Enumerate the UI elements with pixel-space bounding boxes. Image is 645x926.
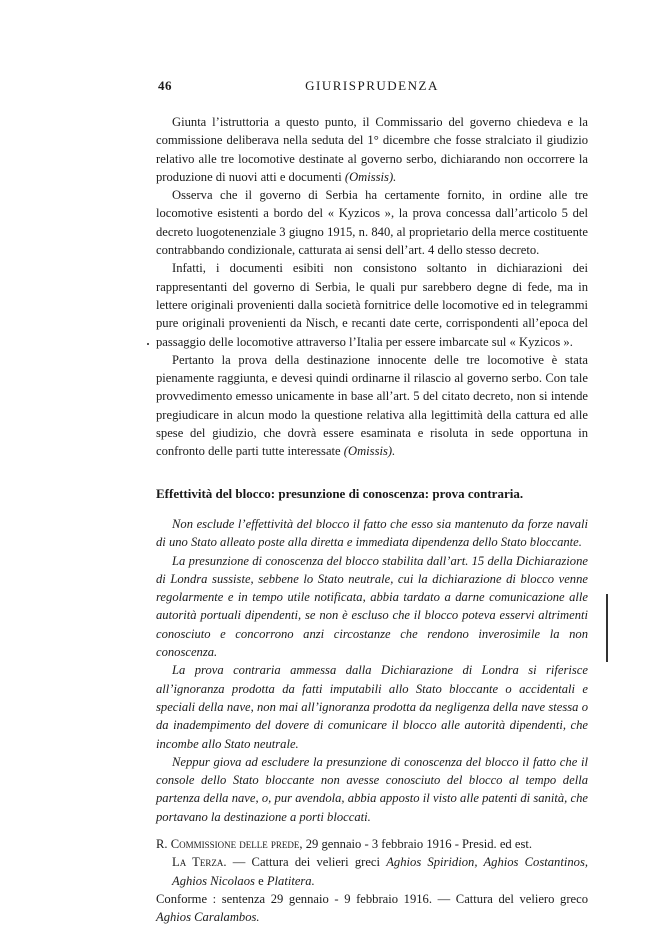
body-text [156,113,588,926]
paragraph-1: Giunta l’istruttoria a questo punto, il Commissario del governo chiedeva e la commissione deliberava nella seduta del 1° dicembre che fosse stralciato il giudizio relativo alle tre locomotive destinate al governo serbo, dichiarando non occorrere la produzione di nuovi atti e documenti (Omissis). [156,115,588,184]
page-header [158,78,586,98]
court-name: Commissione delle prede [170,836,300,851]
margin-mark [147,343,149,345]
maxims [156,515,588,826]
conforme-line: Conforme : sentenza 29 gennaio - 9 febbraio 1916. — Cattura del veliero greco Aghios Caralambos. [156,891,588,925]
maxim-2: La presunzione di conoscenza del blocco stabilita dall’art. 15 della Dichiarazione di Londra sussiste, sebbene lo Stato neutrale, cui la dichiarazione di blocco venne regolarmente e in tempo utile notificata, abbia tardato a darne comunicazione alle autorità portuali dipendenti, se non è escluso che il blocco poteva esservi altrimenti conosciuto e concorrono anzi circostanze che rendono inverosimile la non conoscenza. [156,553,588,660]
decision-citation [156,835,588,926]
maxim-3: La prova contraria ammessa dalla Dichiarazione di Londra si riferisce all’ignoranza prodotta da fatti imputabili allo Stato bloccante o accidentali e speciali della nave, non mai all’ignoranza prodotta da negligenza della nave stessa o da inadempimento del dovere di comunicare il blocco alle autorità dipendenti, che incombe allo Stato neutrale. [156,663,588,751]
section-heading: Effettività del blocco: presunzione di conoscenza: prova contraria. [156,485,524,501]
paragraph-4: Pertanto la prova della destinazione innocente delle tre locomotive è stata pienamente raggiunta, e devesi quindi ordinarne il rilascio al governo serbo. Con tale provvedimento emesso unicamente in base all’art. 5 del citato decreto, non si intende pregiudicare in alcun modo la questione relativa alla legittimità della cattura ed alle spese del giudizio, che dovrà essere esaminata e risoluta in sede opportuna in confronto delle parti tutte interessate (Omissis). [156,352,588,459]
decision-line: R. Commissione delle prede, 29 gennaio - 3 febbraio 1916 - Presid. ed est. [156,836,533,851]
maxim-4: Neppur giova ad escludere la presunzione di conoscenza del blocco il fatto che il console dello Stato bloccante non avesse conosciuto del blocco al tempo della partenza della nave, o, pur avendola, abbia apposto il visto alle patenti di sanità, che portavano la destinazione a porti bloccati. [156,754,588,824]
margin-vertical-rule [606,594,608,662]
decision-detail: La Terza. — Cattura dei velieri greci Aghios Spiridion, Aghios Costantinos, Aghios Nicolaos e Platitera. [172,855,588,888]
paragraph-2: Osserva che il governo di Serbia ha certamente fornito, in ordine alle tre locomotive esistenti a bordo del « Kyzicos », la prova concessa dall’articolo 5 del decreto luogotenenziale 3 giugno 1915, n. 840, al proprietario della merce costituente contrabbando condizionale, catturata ai sensi dell’art. 4 dello stesso decreto. [156,188,588,258]
paragraph-3: Infatti, i documenti esibiti non consistono soltanto in dichiarazioni dei rappresentanti del governo di Serbia, le quali pur sarebbero degne di fede, ma in lettere originali provenienti dalla società fornitrice delle locomotive ed in telegrammi pure originali provenienti da Nisch, e recanti date certe, corrispondenti all’epoca del passaggio delle locomotive attraverso l’Italia per essere imbarcate sul « Kyzicos ». [156,261,588,349]
page-number: 46 [158,78,172,93]
maxim-1: Non esclude l’effettività del blocco il fatto che esso sia mantenuto da forze navali di uno Stato alleato poste alla diretta e immediata dipendenza dello Stato bloccante. [156,516,588,550]
president-name: La Terza [172,855,224,870]
running-title: GIURISPRUDENZA [305,78,439,93]
